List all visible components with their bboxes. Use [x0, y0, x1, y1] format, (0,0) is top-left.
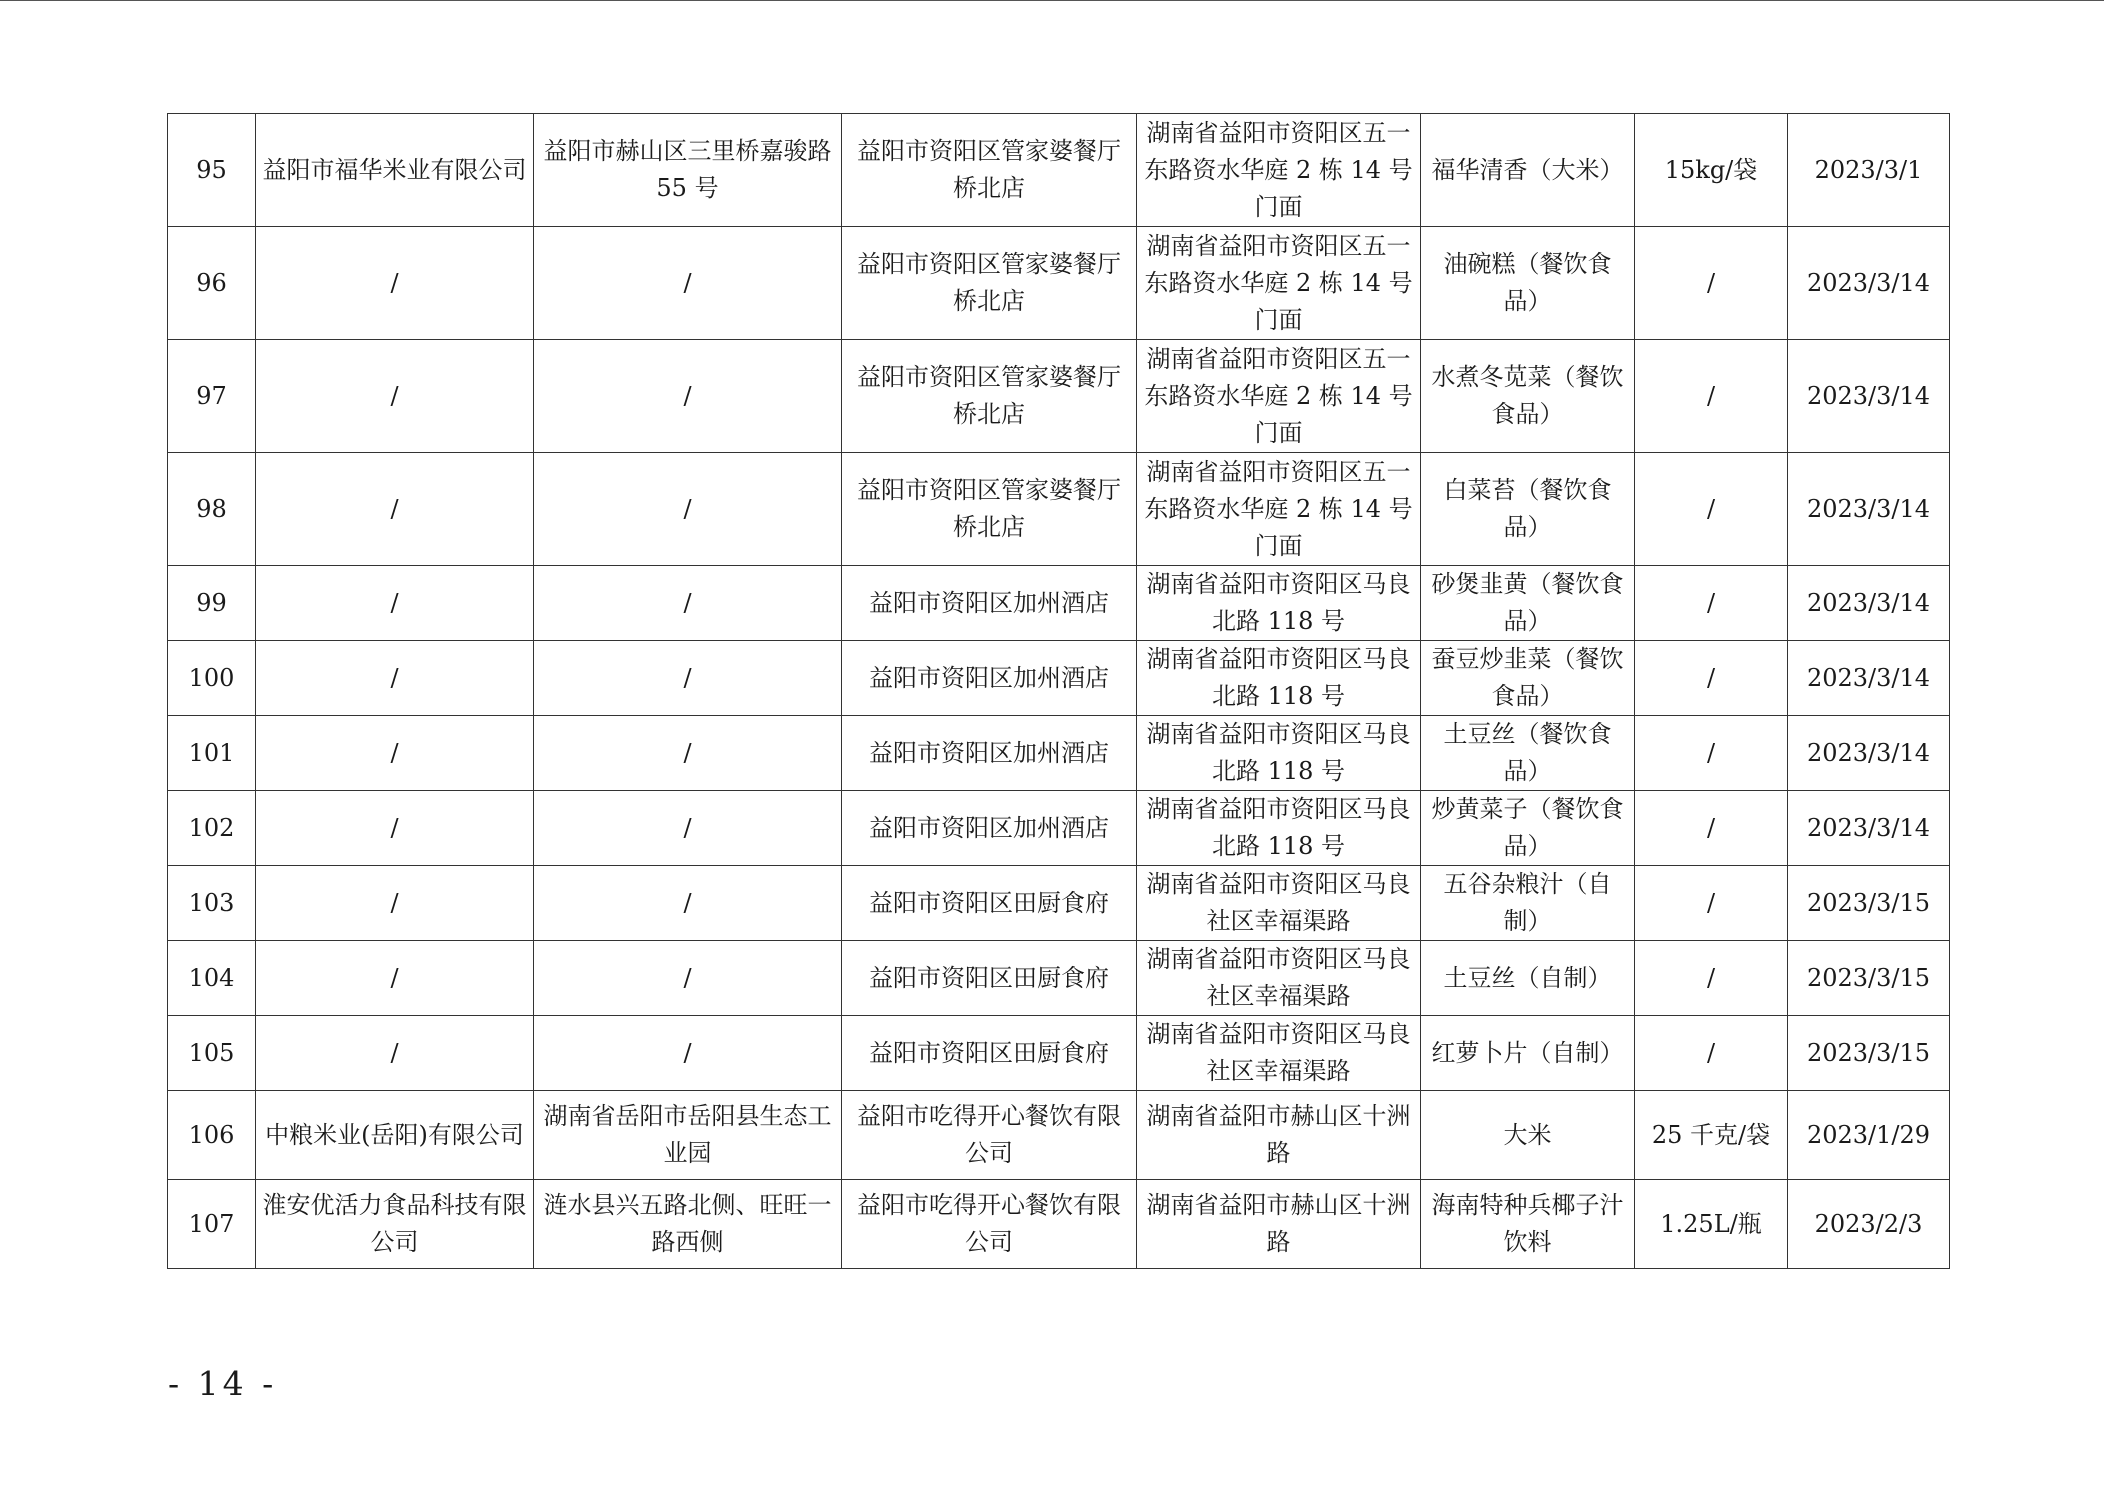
producer-address: /	[534, 340, 842, 453]
product-name: 五谷杂粮汁（自制）	[1421, 866, 1635, 941]
product-spec: /	[1635, 566, 1788, 641]
seller-name: 益阳市吃得开心餐饮有限公司	[842, 1091, 1137, 1180]
seller-address: 湖南省益阳市资阳区马良北路 118 号	[1137, 716, 1421, 791]
product-name: 砂煲韭黄（餐饮食品）	[1421, 566, 1635, 641]
production-date: 2023/3/15	[1788, 866, 1950, 941]
seller-name: 益阳市资阳区加州酒店	[842, 791, 1137, 866]
sampling-results-table	[167, 113, 1950, 1269]
producer-name: /	[256, 716, 534, 791]
row-number: 105	[168, 1016, 256, 1091]
seller-address: 湖南省益阳市资阳区马良社区幸福渠路	[1137, 866, 1421, 941]
row-number: 96	[168, 227, 256, 340]
row-number: 99	[168, 566, 256, 641]
product-spec: /	[1635, 1016, 1788, 1091]
row-number: 102	[168, 791, 256, 866]
row-number: 100	[168, 641, 256, 716]
production-date: 2023/3/14	[1788, 791, 1950, 866]
product-spec: 1.25L/瓶	[1635, 1180, 1788, 1269]
producer-name: /	[256, 227, 534, 340]
row-number: 98	[168, 453, 256, 566]
producer-name: /	[256, 641, 534, 716]
producer-name: /	[256, 941, 534, 1016]
seller-name: 益阳市吃得开心餐饮有限公司	[842, 1180, 1137, 1269]
table-body	[168, 114, 1950, 1269]
producer-address: /	[534, 566, 842, 641]
page-number: - 14 -	[168, 1364, 278, 1403]
table-row	[168, 716, 1950, 791]
product-name: 土豆丝（自制）	[1421, 941, 1635, 1016]
row-number: 97	[168, 340, 256, 453]
row-number: 104	[168, 941, 256, 1016]
producer-address: /	[534, 716, 842, 791]
seller-name: 益阳市资阳区加州酒店	[842, 716, 1137, 791]
seller-name: 益阳市资阳区田厨食府	[842, 941, 1137, 1016]
producer-address: 涟水县兴五路北侧、旺旺一路西侧	[534, 1180, 842, 1269]
seller-address: 湖南省益阳市资阳区马良北路 118 号	[1137, 566, 1421, 641]
product-spec: 25 千克/袋	[1635, 1091, 1788, 1180]
producer-name: /	[256, 340, 534, 453]
producer-name: 淮安优活力食品科技有限公司	[256, 1180, 534, 1269]
producer-name: /	[256, 566, 534, 641]
product-spec: /	[1635, 791, 1788, 866]
seller-address: 湖南省益阳市资阳区五一东路资水华庭 2 栋 14 号门面	[1137, 227, 1421, 340]
product-name: 土豆丝（餐饮食品）	[1421, 716, 1635, 791]
producer-name: /	[256, 453, 534, 566]
product-spec: /	[1635, 227, 1788, 340]
table-row	[168, 866, 1950, 941]
table-row	[168, 941, 1950, 1016]
production-date: 2023/3/14	[1788, 227, 1950, 340]
production-date: 2023/3/15	[1788, 941, 1950, 1016]
producer-address: /	[534, 453, 842, 566]
producer-address: 益阳市赫山区三里桥嘉骏路 55 号	[534, 114, 842, 227]
product-spec: /	[1635, 866, 1788, 941]
production-date: 2023/3/14	[1788, 453, 1950, 566]
product-spec: 15kg/袋	[1635, 114, 1788, 227]
product-name: 白菜苔（餐饮食品）	[1421, 453, 1635, 566]
product-name: 炒黄菜子（餐饮食品）	[1421, 791, 1635, 866]
table-row	[168, 791, 1950, 866]
producer-address: /	[534, 791, 842, 866]
row-number: 106	[168, 1091, 256, 1180]
seller-name: 益阳市资阳区管家婆餐厅桥北店	[842, 114, 1137, 227]
product-name: 红萝卜片（自制）	[1421, 1016, 1635, 1091]
seller-name: 益阳市资阳区田厨食府	[842, 866, 1137, 941]
seller-address: 湖南省益阳市资阳区五一东路资水华庭 2 栋 14 号门面	[1137, 114, 1421, 227]
seller-address: 湖南省益阳市资阳区马良北路 118 号	[1137, 791, 1421, 866]
seller-name: 益阳市资阳区加州酒店	[842, 566, 1137, 641]
table-row	[168, 114, 1950, 227]
producer-name: /	[256, 791, 534, 866]
table-row	[168, 566, 1950, 641]
producer-address: /	[534, 1016, 842, 1091]
production-date: 2023/3/15	[1788, 1016, 1950, 1091]
seller-name: 益阳市资阳区管家婆餐厅桥北店	[842, 340, 1137, 453]
product-name: 油碗糕（餐饮食品）	[1421, 227, 1635, 340]
producer-name: /	[256, 1016, 534, 1091]
table-row	[168, 227, 1950, 340]
product-spec: /	[1635, 716, 1788, 791]
product-name: 海南特种兵椰子汁饮料	[1421, 1180, 1635, 1269]
producer-address: /	[534, 227, 842, 340]
production-date: 2023/3/14	[1788, 716, 1950, 791]
table-row	[168, 453, 1950, 566]
product-spec: /	[1635, 453, 1788, 566]
producer-address: 湖南省岳阳市岳阳县生态工业园	[534, 1091, 842, 1180]
table-row	[168, 641, 1950, 716]
product-name: 大米	[1421, 1091, 1635, 1180]
seller-name: 益阳市资阳区管家婆餐厅桥北店	[842, 227, 1137, 340]
production-date: 2023/3/14	[1788, 641, 1950, 716]
seller-address: 湖南省益阳市资阳区马良社区幸福渠路	[1137, 1016, 1421, 1091]
row-number: 95	[168, 114, 256, 227]
row-number: 101	[168, 716, 256, 791]
producer-name: 中粮米业(岳阳)有限公司	[256, 1091, 534, 1180]
seller-address: 湖南省益阳市资阳区五一东路资水华庭 2 栋 14 号门面	[1137, 340, 1421, 453]
product-spec: /	[1635, 340, 1788, 453]
table-row	[168, 1091, 1950, 1180]
product-name: 水煮冬苋菜（餐饮食品）	[1421, 340, 1635, 453]
producer-name: /	[256, 866, 534, 941]
product-name: 福华清香（大米）	[1421, 114, 1635, 227]
producer-name: 益阳市福华米业有限公司	[256, 114, 534, 227]
production-date: 2023/3/14	[1788, 340, 1950, 453]
table-row	[168, 1180, 1950, 1269]
product-spec: /	[1635, 941, 1788, 1016]
producer-address: /	[534, 641, 842, 716]
seller-address: 湖南省益阳市资阳区五一东路资水华庭 2 栋 14 号门面	[1137, 453, 1421, 566]
page-top-border	[0, 0, 2104, 1]
seller-name: 益阳市资阳区田厨食府	[842, 1016, 1137, 1091]
producer-address: /	[534, 941, 842, 1016]
production-date: 2023/3/14	[1788, 566, 1950, 641]
product-spec: /	[1635, 641, 1788, 716]
seller-address: 湖南省益阳市资阳区马良社区幸福渠路	[1137, 941, 1421, 1016]
seller-address: 湖南省益阳市资阳区马良北路 118 号	[1137, 641, 1421, 716]
production-date: 2023/3/1	[1788, 114, 1950, 227]
producer-address: /	[534, 866, 842, 941]
production-date: 2023/1/29	[1788, 1091, 1950, 1180]
table-row	[168, 340, 1950, 453]
production-date: 2023/2/3	[1788, 1180, 1950, 1269]
seller-name: 益阳市资阳区管家婆餐厅桥北店	[842, 453, 1137, 566]
seller-address: 湖南省益阳市赫山区十洲路	[1137, 1091, 1421, 1180]
row-number: 103	[168, 866, 256, 941]
seller-name: 益阳市资阳区加州酒店	[842, 641, 1137, 716]
seller-address: 湖南省益阳市赫山区十洲路	[1137, 1180, 1421, 1269]
product-name: 蚕豆炒韭菜（餐饮食品）	[1421, 641, 1635, 716]
row-number: 107	[168, 1180, 256, 1269]
table-row	[168, 1016, 1950, 1091]
